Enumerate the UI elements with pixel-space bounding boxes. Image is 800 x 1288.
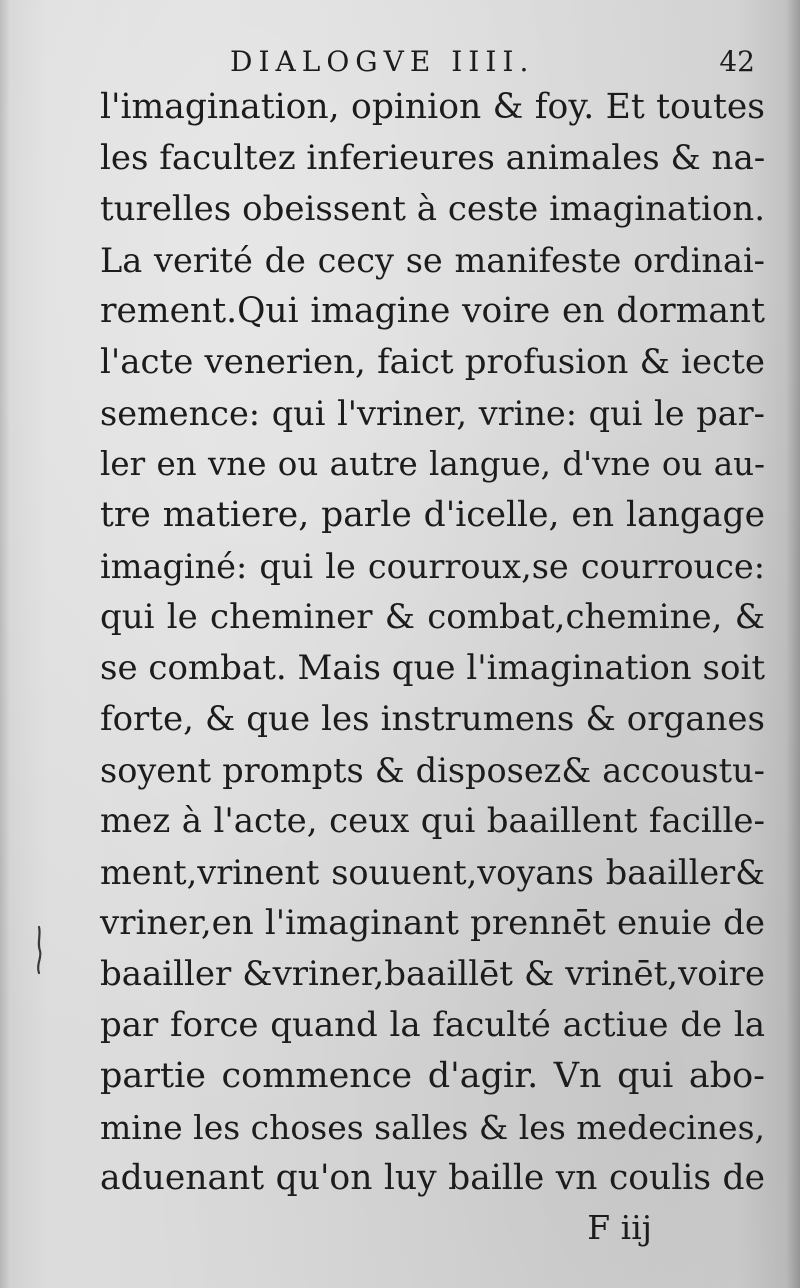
text-line: aduenant qu'on luy baille vn coulis de	[100, 1158, 765, 1198]
text-line: mine les choses salles & les medecines,	[100, 1108, 765, 1147]
text-line: mez à l'acte, ceux qui baaillent facille-	[100, 801, 765, 841]
text-line: par force quand la faculté actiue de la	[100, 1005, 765, 1045]
text-line: partie commence d'agir. Vn qui abo-	[100, 1056, 765, 1096]
text-line: semence: qui l'vriner, vrine: qui le par-	[100, 394, 765, 433]
page-shadow-left	[0, 0, 10, 1288]
text-line: qui le cheminer & combat,chemine, &	[100, 597, 765, 637]
signature-mark: F iij	[587, 1208, 652, 1247]
text-line: l'acte venerien, faict profusion & iecte	[100, 342, 765, 382]
ink-blot	[34, 925, 44, 975]
body-text	[100, 82, 765, 1204]
text-line: soyent prompts & disposez& accoustu-	[100, 751, 765, 790]
text-line: les facultez inferieures animales & na-	[100, 138, 766, 178]
text-line: imaginé: qui le courroux,se courrouce:	[100, 547, 765, 586]
text-line: tre matiere, parle d'icelle, en langage	[100, 495, 765, 535]
running-head: DIALOGVE IIII.	[230, 45, 535, 78]
text-line: baailler &vriner,baaillēt & vrinēt,voire	[100, 954, 765, 994]
text-line: turelles obeissent à ceste imagination.	[100, 189, 765, 229]
text-line: forte, & que les instrumens & organes	[100, 699, 765, 739]
text-line: vriner,en l'imaginant prennēt enuie de	[100, 903, 765, 943]
text-line: rement.Qui imagine voire en dormant	[100, 291, 765, 331]
text-line: ment,vrinent souuent,voyans baailler&	[100, 853, 765, 892]
text-line: se combat. Mais que l'imagination soit	[100, 648, 765, 688]
text-line: l'imagination, opinion & foy. Et toutes	[100, 87, 765, 127]
text-line: La verité de cecy se manifeste ordinai-	[100, 241, 765, 280]
page-header	[100, 40, 765, 84]
page-shadow-right	[786, 0, 800, 1288]
page-number: 42	[719, 45, 755, 78]
text-line: ler en vne ou autre langue, d'vne ou au-	[100, 445, 765, 483]
